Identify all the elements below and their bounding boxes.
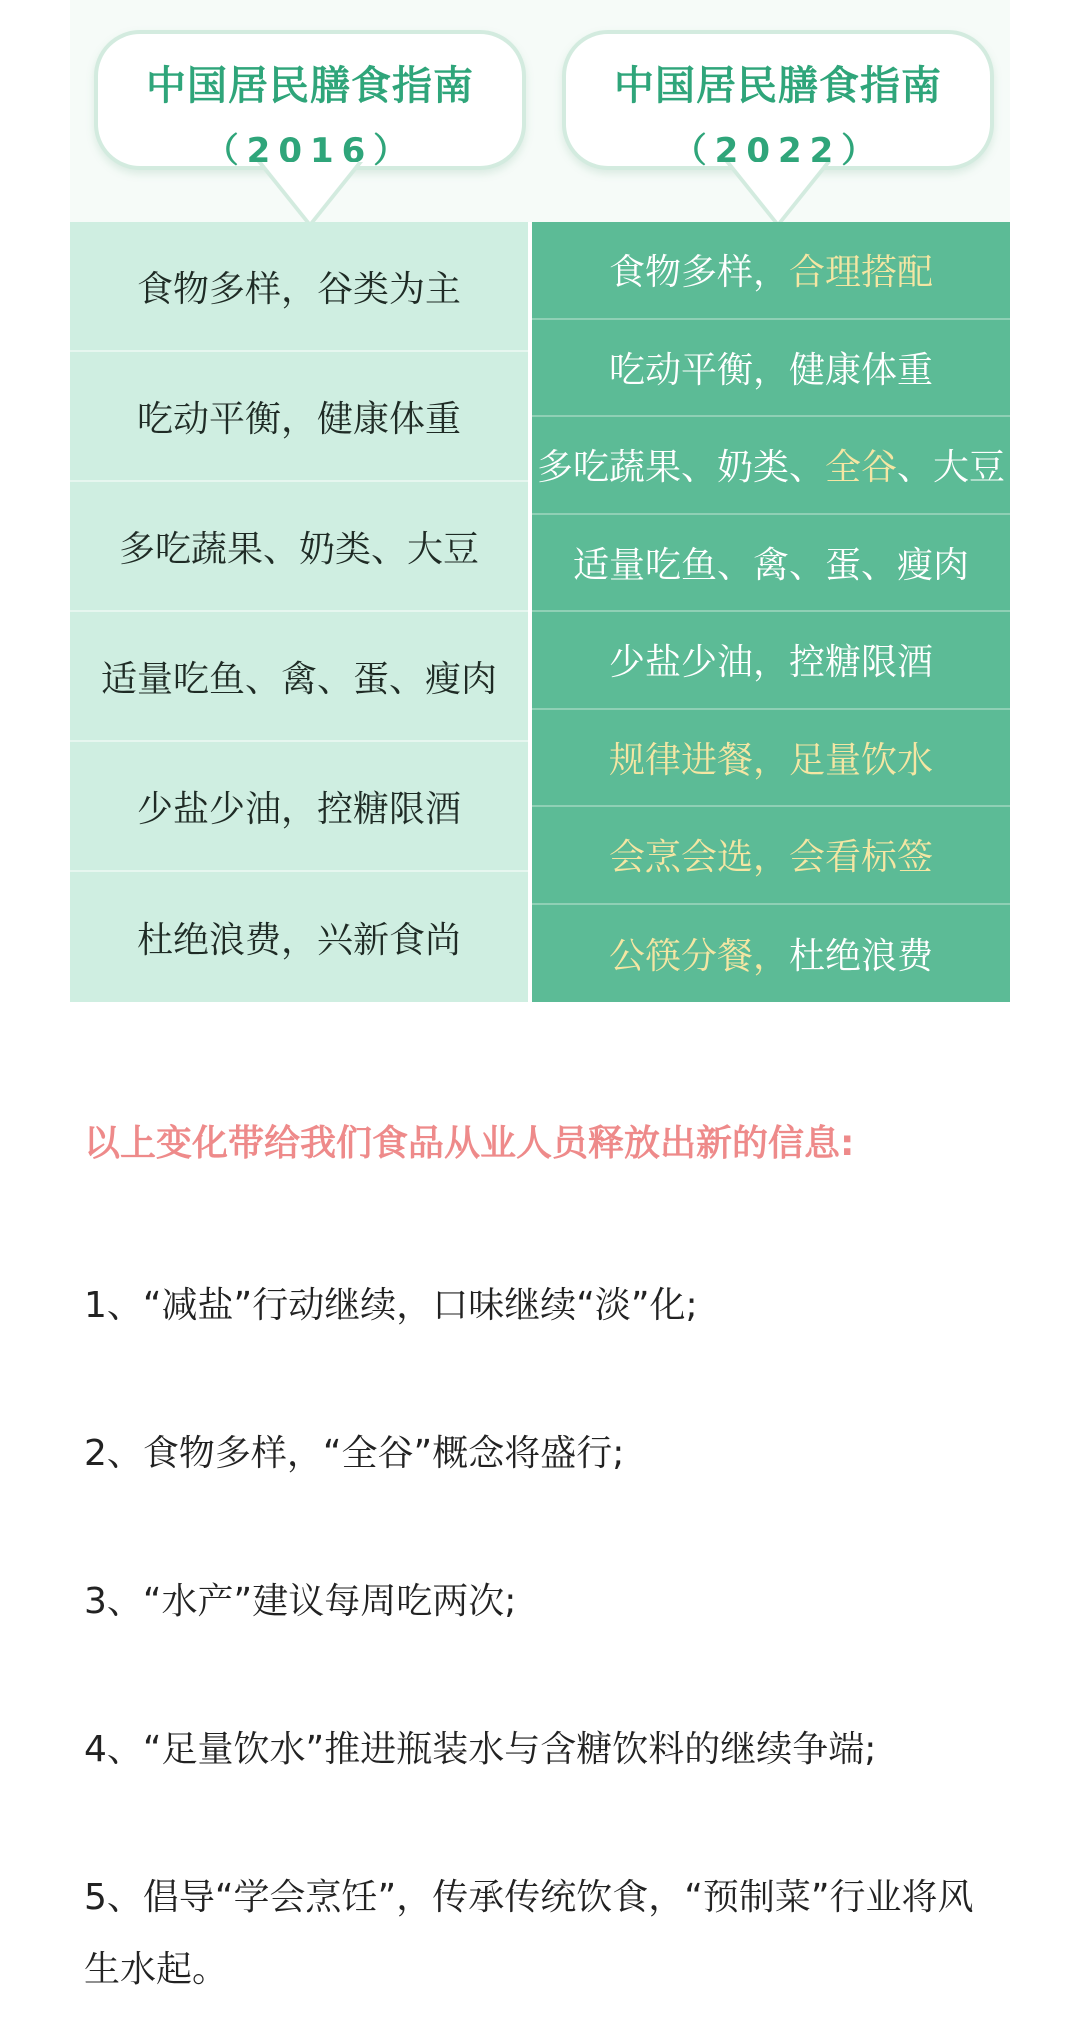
guideline-2022-row [532,807,1010,905]
guideline-2016-row: 适量吃鱼、禽、蛋、瘦肉 [70,612,528,742]
guideline-text: 多吃蔬果、奶类、 [536,447,825,489]
guideline-2016-title-bubble [94,30,526,170]
highlighted-change-text: 合理搭配 [789,252,934,294]
highlighted-change-text: 公筷分餐， [608,935,789,977]
guideline-2022-year: （2022） [672,131,884,171]
bubble-pointer-left [262,162,358,222]
guideline-2016-row: 少盐少油，控糖限酒 [70,742,528,872]
guideline-2022-row [532,320,1010,418]
guideline-text: 杜绝浪费 [789,935,934,977]
article-item-3: 3、“水产”建议每周吃两次; [84,1581,517,1622]
guideline-2022-row [532,417,1010,515]
guideline-text: 吃动平衡，健康体重 [608,349,933,391]
guideline-2016-row: 食物多样，谷类为主 [70,222,528,352]
bubble-pointer-right [730,162,826,222]
guideline-2016-row: 多吃蔬果、奶类、大豆 [70,482,528,612]
guideline-2022-row [532,905,1010,1003]
guideline-2022-list [532,222,1010,1002]
dietary-guidelines-infographic [70,0,1010,1005]
article-subhead: 以上变化带给我们食品从业人员释放出新的信息: [84,1123,855,1164]
highlighted-change-text: 规律进餐，足量饮水 [608,739,933,781]
guideline-2022-title-bubble [562,30,994,170]
guideline-2022-row [532,612,1010,710]
guideline-2022-row [532,515,1010,613]
guideline-2022-row [532,710,1010,808]
article-item-4: 4、“足量饮水”推进瓶装水与含糖饮料的继续争端; [84,1729,877,1770]
guideline-text: 食物多样， [608,252,789,294]
guideline-2022-row [532,222,1010,320]
highlighted-change-text: 全谷 [824,447,897,489]
guideline-2016-row: 吃动平衡，健康体重 [70,352,528,482]
article-item-2: 2、食物多样，“全谷”概念将盛行; [84,1433,625,1474]
guideline-text: 少盐少油，控糖限酒 [608,642,933,684]
guideline-2016-list [70,222,528,1002]
guideline-text: 、大豆 [897,447,1006,489]
article-item-5: 5、倡导“学会烹饪”，传承传统饮食，“预制菜”行业将风生水起。 [84,1877,974,1990]
guideline-2016-title: 中国居民膳食指南 [146,63,474,109]
highlighted-change-text: 会烹会选，会看标签 [608,837,933,879]
article-item-1: 1、“减盐”行动继续，口味继续“淡”化; [84,1285,698,1326]
guideline-2016-row: 杜绝浪费，兴新食尚 [136,919,461,961]
guideline-2016-year: （2016） [204,131,416,171]
guideline-text: 适量吃鱼、禽、蛋、瘦肉 [572,544,969,586]
guideline-2022-title: 中国居民膳食指南 [614,63,942,109]
